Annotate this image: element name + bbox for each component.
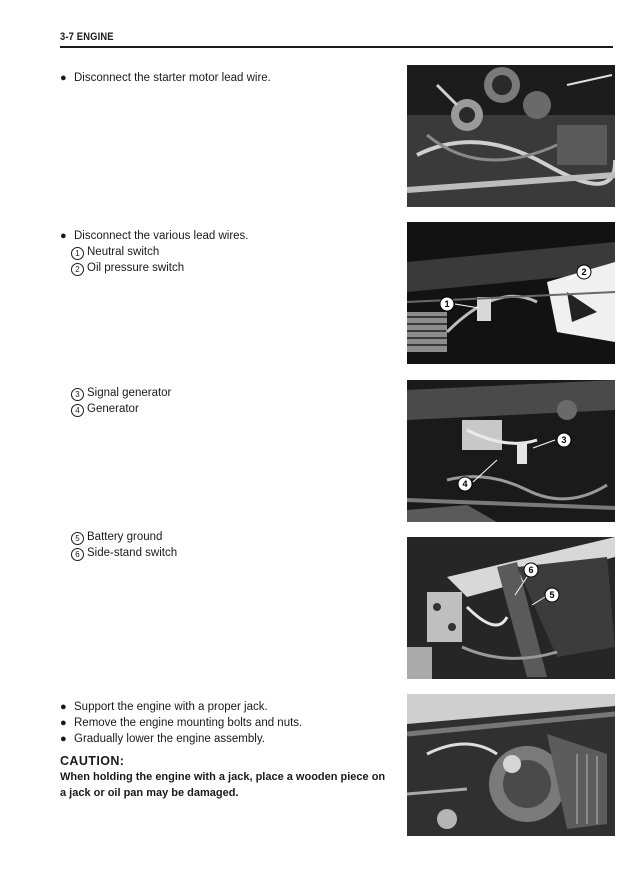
list-item: 6 Side-stand switch bbox=[60, 545, 177, 561]
list-item: 5 Battery ground bbox=[60, 529, 177, 545]
list-item: ● Support the engine with a proper jack. bbox=[60, 701, 268, 713]
photo-engine-jack bbox=[407, 694, 615, 836]
list-item: ● Gradually lower the engine assembly. bbox=[60, 733, 265, 745]
section-engine-removal bbox=[60, 699, 390, 801]
number-badge: 2 bbox=[71, 263, 84, 276]
page-title: 3-7 ENGINE bbox=[60, 31, 114, 43]
number-badge: 3 bbox=[71, 388, 84, 401]
number-badge: 4 bbox=[71, 404, 84, 417]
list-item: 2 Oil pressure switch bbox=[60, 260, 249, 276]
page-header bbox=[60, 30, 613, 48]
list-item: 4 Generator bbox=[60, 401, 171, 417]
list-item: 3 Signal generator bbox=[60, 385, 171, 401]
callout-label: 5 bbox=[549, 590, 555, 600]
number-badge: 5 bbox=[71, 532, 84, 545]
bullet-dot: ● bbox=[60, 717, 67, 729]
callout-label: 1 bbox=[444, 299, 450, 309]
bullet-dot: ● bbox=[60, 733, 67, 745]
section-battery bbox=[60, 529, 177, 561]
section-generator bbox=[60, 385, 171, 417]
list-item: 1 Neutral switch bbox=[60, 244, 249, 260]
list-item: ● Disconnect the various lead wires. bbox=[60, 230, 249, 242]
section-lead-wires bbox=[60, 228, 249, 276]
number-badge: 1 bbox=[71, 247, 84, 260]
callout-label: 6 bbox=[528, 565, 534, 575]
section-starter-motor bbox=[60, 70, 271, 86]
bullet-dot: ● bbox=[60, 701, 67, 713]
photo-battery bbox=[407, 537, 615, 679]
photo-lead-wires bbox=[407, 222, 615, 364]
callout-label: 4 bbox=[462, 479, 468, 489]
number-badge: 6 bbox=[71, 548, 84, 561]
caution-title: CAUTION: bbox=[60, 754, 125, 768]
bullet-dot: ● bbox=[60, 230, 67, 242]
photo-starter-motor bbox=[407, 65, 615, 207]
list-item: ● Remove the engine mounting bolts and nuts. bbox=[60, 717, 303, 729]
bullet-dot: ● bbox=[60, 72, 67, 84]
caution-text: When holding the engine with a jack, place a wooden piece on a jack or oil pan may be damaged. bbox=[60, 771, 386, 799]
list-item: ● Disconnect the starter motor lead wire. bbox=[60, 72, 271, 84]
photo-generator bbox=[407, 380, 615, 522]
callout-label: 3 bbox=[561, 435, 567, 445]
callout-label: 2 bbox=[581, 267, 587, 277]
